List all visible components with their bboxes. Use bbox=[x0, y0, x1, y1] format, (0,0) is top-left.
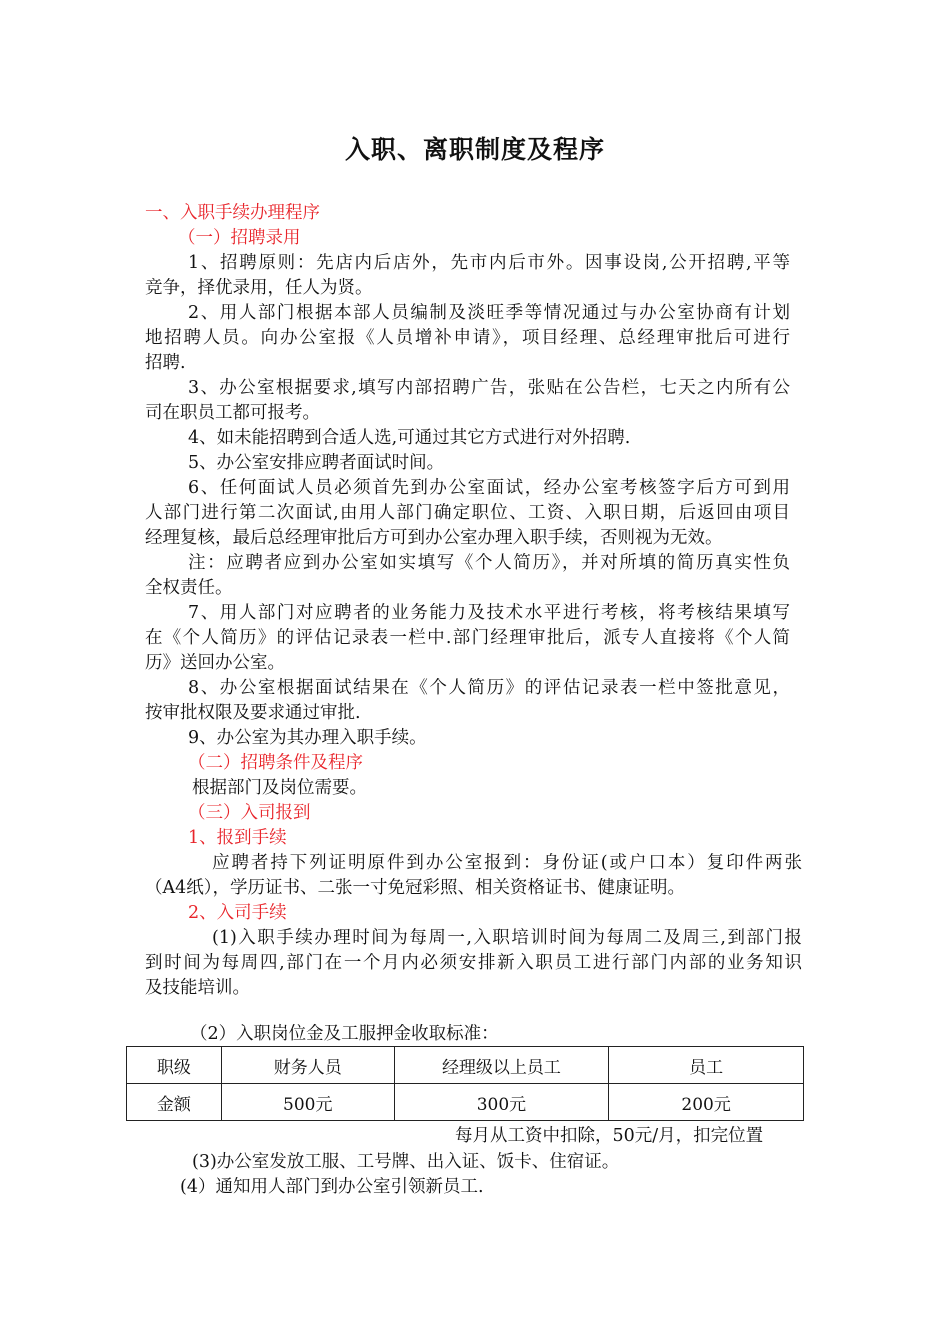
table-cell: 员工 bbox=[609, 1047, 804, 1084]
paragraph-6-line-2: 人部门进行第二次面试,由用人部门确定职位、工资、入职日期，后返回由项目 bbox=[145, 503, 790, 523]
table-cell: 300元 bbox=[394, 1084, 609, 1121]
subheading-recruitment: （一）招聘录用 bbox=[178, 228, 301, 248]
table-row bbox=[127, 1084, 804, 1121]
table-row bbox=[127, 1047, 804, 1084]
paragraph-8-line-2: 按审批权限及要求通过审批. bbox=[145, 703, 361, 723]
table-cell: 200元 bbox=[609, 1084, 804, 1121]
deduction-note: 每月从工资中扣除，50元/月，扣完位置 bbox=[455, 1126, 764, 1146]
table-cell: 职级 bbox=[127, 1047, 222, 1084]
item-2-para-1-line-2: 到时间为每周四,部门在一个月内必须安排新入职员工进行部门内部的业务知识 bbox=[145, 953, 802, 973]
deposit-standard-caption: （2）入职岗位金及工服押金收取标准： bbox=[190, 1024, 499, 1044]
paragraph-5: 5、办公室安排应聘者面试时间。 bbox=[188, 453, 445, 473]
table-cell: 财务人员 bbox=[221, 1047, 394, 1084]
item-1-heading: 1、报到手续 bbox=[188, 828, 287, 848]
paragraph-7-line-2: 在《个人简历》的评估记录表一栏中.部门经理审批后，派专人直接将《个人简 bbox=[145, 628, 790, 648]
paragraph-2-line-1: 2、用人部门根据本部人员编制及淡旺季等情况通过与办公室协商有计划 bbox=[188, 303, 790, 323]
deposit-fee-table bbox=[126, 1046, 804, 1121]
section-heading-1: 一、入职手续办理程序 bbox=[145, 203, 320, 223]
item-2-heading: 2、入司手续 bbox=[188, 903, 287, 923]
note-line-2: 全权责任。 bbox=[145, 578, 233, 598]
paragraph-9: 9、办公室为其办理入职手续。 bbox=[188, 728, 427, 748]
paragraph-1-line-2: 竞争，择优录用，任人为贤。 bbox=[145, 278, 373, 298]
item-2-para-1-line-1: (1)入职手续办理时间为每周一,入职培训时间为每周二及周三,到部门报 bbox=[212, 928, 802, 948]
paragraph-7-line-3: 历》送回办公室。 bbox=[145, 653, 285, 673]
paragraph-1-line-1: 1、招聘原则：先店内后店外，先市内后市外。因事设岗,公开招聘,平等 bbox=[188, 253, 790, 273]
item-2-para-3: (3)办公室发放工服、工号牌、出入证、饭卡、住宿证。 bbox=[192, 1152, 620, 1172]
paragraph-2-line-2: 地招聘人员。向办公室报《人员增补申请》，项目经理、总经理审批后可进行 bbox=[145, 328, 790, 348]
paragraph-6-line-1: 6、任何面试人员必须首先到办公室面试，经办公室考核签字后方可到用 bbox=[188, 478, 790, 498]
paragraph-3-line-1: 3、办公室根据要求,填写内部招聘广告，张贴在公告栏，七天之内所有公 bbox=[188, 378, 790, 398]
paragraph-7-line-1: 7、用人部门对应聘者的业务能力及技术水平进行考核，将考核结果填写 bbox=[188, 603, 790, 623]
paragraph-8-line-1: 8、办公室根据面试结果在《个人简历》的评估记录表一栏中签批意见， bbox=[188, 678, 790, 698]
table-cell: 经理级以上员工 bbox=[394, 1047, 609, 1084]
paragraph-2-line-3: 招聘. bbox=[145, 353, 186, 373]
table-cell: 金额 bbox=[127, 1084, 222, 1121]
conditions-text: 根据部门及岗位需要。 bbox=[192, 778, 367, 798]
table-cell: 500元 bbox=[221, 1084, 394, 1121]
subheading-conditions: （二）招聘条件及程序 bbox=[188, 753, 363, 773]
subheading-onboarding: （三）入司报到 bbox=[188, 803, 311, 823]
paragraph-4: 4、如未能招聘到合适人选,可通过其它方式进行对外招聘. bbox=[188, 428, 631, 448]
note-line-1: 注：应聘者应到办公室如实填写《个人简历》，并对所填的简历真实性负 bbox=[188, 553, 790, 573]
document-title: 入职、离职制度及程序 bbox=[344, 135, 605, 164]
item-1-text-line-1: 应聘者持下列证明原件到办公室报到：身份证(或户口本）复印件两张 bbox=[212, 853, 802, 873]
item-1-text-line-2: （A4纸），学历证书、二张一寸免冠彩照、相关资格证书、健康证明。 bbox=[145, 878, 686, 898]
item-2-para-1-line-3: 及技能培训。 bbox=[145, 978, 250, 998]
paragraph-6-line-3: 经理复核，最后总经理审批后方可到办公室办理入职手续，否则视为无效。 bbox=[145, 528, 723, 548]
item-2-para-4: (4）通知用人部门到办公室引领新员工. bbox=[180, 1177, 484, 1197]
paragraph-3-line-2: 司在职员工都可报考。 bbox=[145, 403, 320, 423]
